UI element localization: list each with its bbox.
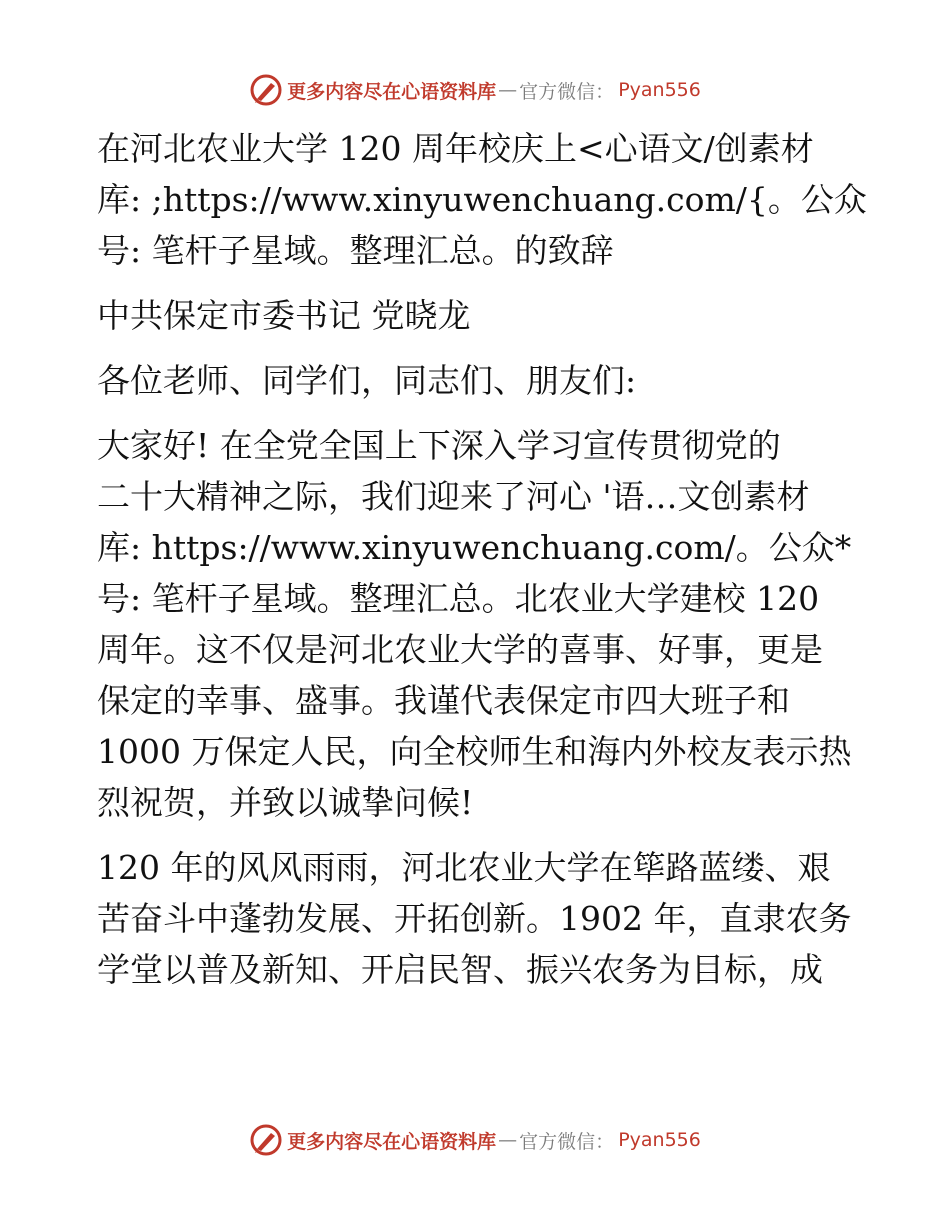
text-line: 中共保定市委书记 党晓龙 xyxy=(97,296,471,335)
salutation xyxy=(97,355,857,406)
text-line: 库: https://www.xinyuwenchuang.com/。公众* xyxy=(97,528,852,567)
text-line: 号: 笔杆子星域。整理汇总。北农业大学建校 120 xyxy=(97,579,820,618)
banner-label: 官方微信： xyxy=(519,80,615,103)
banner-text: 更多内容尽在心语资料库 xyxy=(287,1130,497,1153)
text-line: 周年。这不仅是河北农业大学的喜事、好事，更是 xyxy=(97,630,823,669)
text-line: 在河北农业大学 120 周年校庆上<心语文/创素材 xyxy=(97,129,814,168)
text-line: 1000 万保定人民，向全校师生和海内外校友表示热 xyxy=(97,732,852,771)
text-line: 120 年的风风雨雨，河北农业大学在筚路蓝缕、艰 xyxy=(97,848,831,887)
banner-separator: — xyxy=(498,1129,518,1151)
text-line: 烈祝贺，并致以诚挚问候! xyxy=(97,783,474,822)
banner-wechat-id: Pyan556 xyxy=(618,79,701,101)
document-body xyxy=(97,123,867,1009)
body-paragraph-2 xyxy=(97,842,857,995)
banner-text: 更多内容尽在心语资料库 xyxy=(287,80,497,103)
title-paragraph xyxy=(97,123,867,276)
banner-label: 官方微信： xyxy=(519,1130,615,1153)
text-line: 苦奋斗中蓬勃发展、开拓创新。1902 年，直隶农务 xyxy=(97,899,852,938)
header-watermark-banner xyxy=(0,70,950,110)
banner-separator: — xyxy=(498,79,518,101)
banner-wechat-id: Pyan556 xyxy=(618,1129,701,1151)
footer-watermark-banner xyxy=(0,1120,950,1160)
text-line: 号: 笔杆子星域。整理汇总。的致辞 xyxy=(97,231,614,270)
text-line: 库: ;https://www.xinyuwenchuang.com/{。公众 xyxy=(97,180,867,219)
pen-logo-icon xyxy=(249,73,283,107)
text-line: 二十大精神之际，我们迎来了河心 '语…文创素材 xyxy=(97,477,810,516)
text-line: 学堂以普及新知、开启民智、振兴农务为目标，成 xyxy=(97,950,823,989)
pen-logo-icon xyxy=(249,1123,283,1157)
text-line: 大家好! 在全党全国上下深入学习宣传贯彻党的 xyxy=(97,426,781,465)
author-line xyxy=(97,290,857,341)
text-line: 保定的幸事、盛事。我谨代表保定市四大班子和 xyxy=(97,681,790,720)
text-line: 各位老师、同学们，同志们、朋友们: xyxy=(97,361,637,400)
body-paragraph-1 xyxy=(97,420,857,828)
